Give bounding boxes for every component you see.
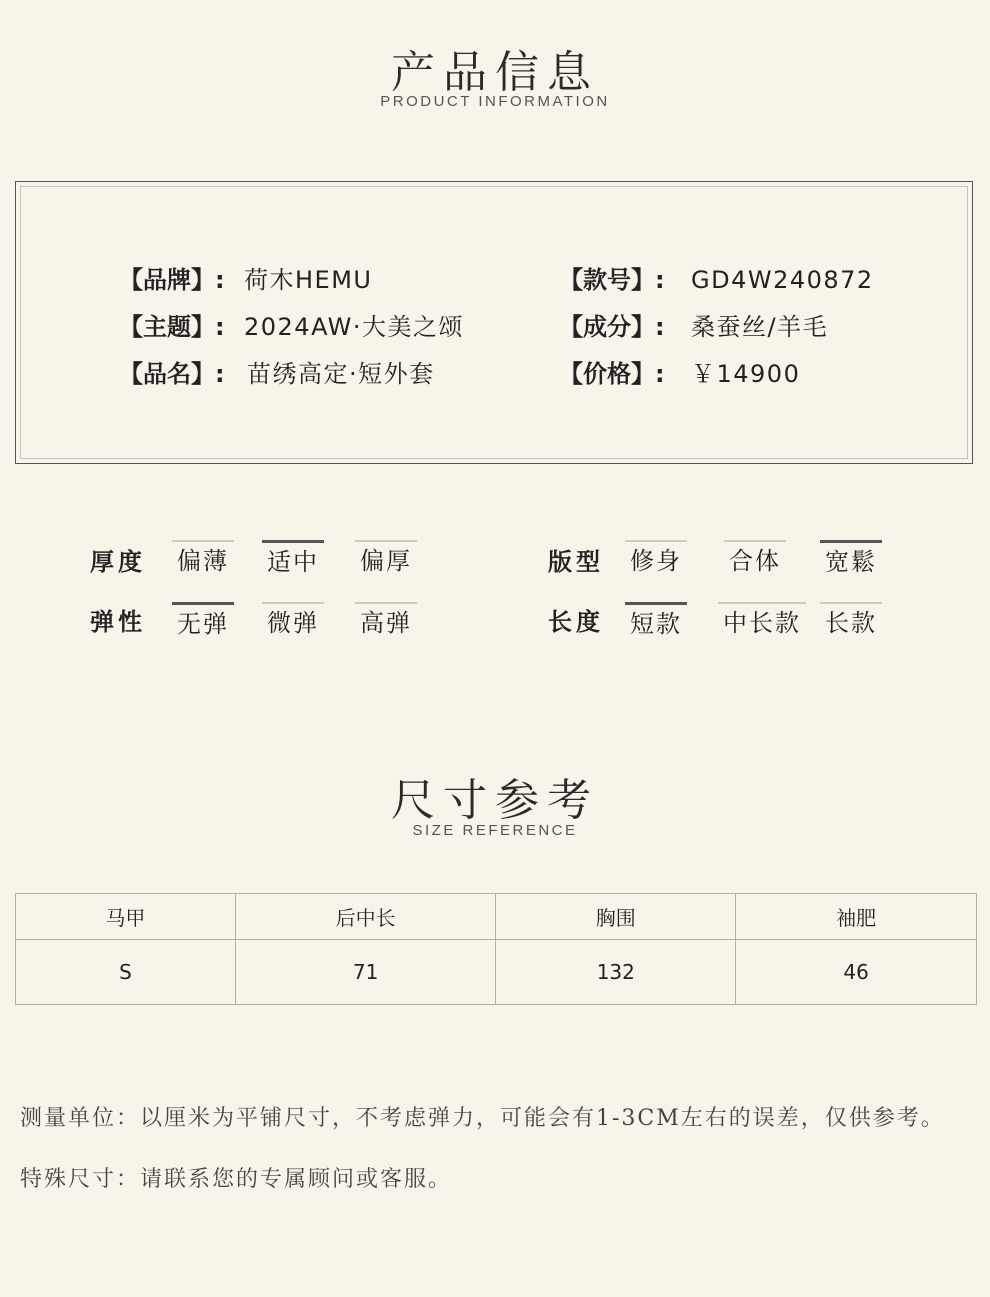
attr-option-mid-length: 中长款 xyxy=(718,602,806,638)
info-key-name: 【品名】: xyxy=(119,360,225,388)
attr-label-elasticity: 弹性 xyxy=(90,608,146,636)
size-header-cell: 后中长 xyxy=(235,894,496,940)
attr-option-slight-stretch: 微弹 xyxy=(262,602,324,638)
attr-option-thin: 偏薄 xyxy=(172,540,234,576)
info-key-style-no: 【款号】: xyxy=(559,266,665,294)
size-reference-title: 尺寸参考 xyxy=(391,775,599,826)
info-value-style-no: GD4W240872 xyxy=(691,266,874,294)
size-cell: 132 xyxy=(496,940,736,1005)
attr-label-length: 长度 xyxy=(548,608,604,636)
attr-option-medium-thickness: 适中 xyxy=(262,540,324,577)
size-table-header-row xyxy=(16,894,977,940)
attr-option-short: 短款 xyxy=(625,602,687,639)
size-header-cell: 胸围 xyxy=(496,894,736,940)
product-info-title: 产品信息 xyxy=(391,47,599,98)
size-cell: 46 xyxy=(736,940,977,1005)
attr-option-loose: 宽鬆 xyxy=(820,540,882,577)
info-key-price: 【价格】: xyxy=(559,360,665,388)
product-info-box xyxy=(15,181,973,464)
size-reference-subtitle: SIZE REFERENCE xyxy=(412,822,578,839)
measure-note: 测量单位：以厘米为平铺尺寸，不考虑弹力，可能会有1-3CM左右的误差，仅供参考。 xyxy=(20,1106,945,1131)
info-key-theme: 【主题】: xyxy=(119,313,225,341)
product-info-subtitle: PRODUCT INFORMATION xyxy=(380,93,610,110)
special-size-note: 特殊尺寸：请联系您的专属顾问或客服。 xyxy=(20,1167,453,1192)
attr-option-slim: 修身 xyxy=(625,540,687,576)
size-header-cell: 马甲 xyxy=(16,894,236,940)
size-cell: S xyxy=(16,940,236,1005)
attr-option-no-stretch: 无弹 xyxy=(172,602,234,639)
size-header-cell: 袖肥 xyxy=(736,894,977,940)
attr-label-thickness: 厚度 xyxy=(90,548,146,576)
attr-option-high-stretch: 高弹 xyxy=(355,602,417,638)
size-cell: 71 xyxy=(235,940,496,1005)
attr-option-thick: 偏厚 xyxy=(355,540,417,576)
info-key-brand: 【品牌】: xyxy=(119,266,225,294)
info-value-theme: 2024AW·大美之颂 xyxy=(244,313,465,341)
info-key-material: 【成分】: xyxy=(559,313,665,341)
attr-option-regular-fit: 合体 xyxy=(724,540,786,576)
info-value-price: ￥14900 xyxy=(691,360,801,388)
info-value-brand: 荷木HEMU xyxy=(244,266,373,294)
size-table xyxy=(15,893,977,1005)
info-value-name: 苗绣高定·短外套 xyxy=(247,360,435,388)
attr-option-long: 长款 xyxy=(820,602,882,638)
info-value-material: 桑蚕丝/羊毛 xyxy=(691,313,829,341)
table-row xyxy=(16,940,977,1005)
attr-label-fit: 版型 xyxy=(548,548,604,576)
